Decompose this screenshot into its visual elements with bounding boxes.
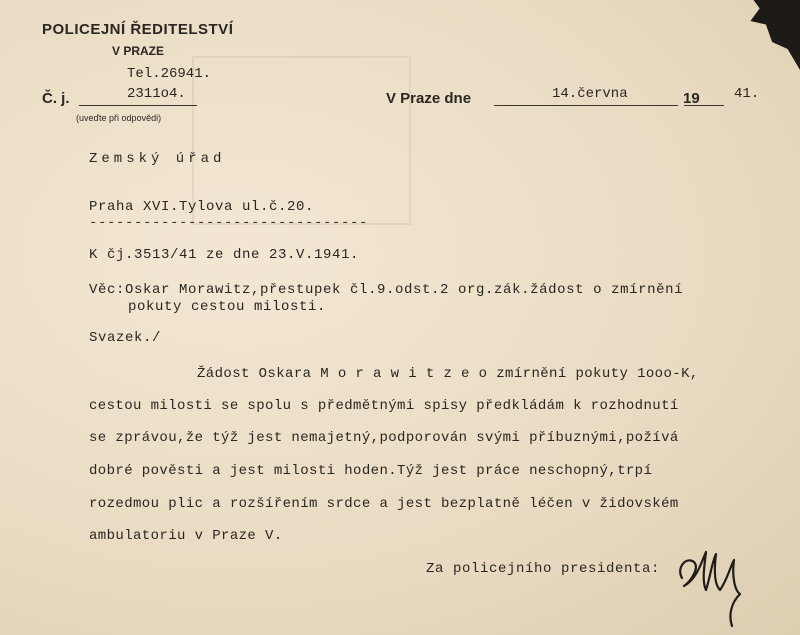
telephone: Tel.26941. (127, 66, 212, 82)
body-line: dobré pověsti a jest milosti hoden.Týž jest práce neschopný,trpí (89, 463, 653, 479)
body-line: se zprávou,že týž jest nemajetný,podporován svými příbuznými,požívá (89, 430, 679, 446)
address-separator: ------------------------------- (89, 215, 369, 231)
recipient-name: Zemský úřad (89, 151, 226, 167)
place-label: V Praze dne (386, 90, 472, 107)
reference-hint: (uveďte při odpovědi) (76, 113, 162, 123)
institution-name: POLICEJNÍ ŘEDITELSTVÍ (42, 21, 234, 38)
date-underline (494, 105, 678, 106)
body-line: Žádost Oskara M o r a w i t z e o zmírnění pokuty 1ooo-K, (197, 366, 699, 382)
handwritten-signature (672, 538, 752, 628)
year-prefix: 19 (683, 90, 700, 107)
body-line: cestou milosti se spolu s předmětnými spisy předkládám k rozhodnutí (89, 398, 679, 414)
subject-line-2: pokuty cestou milosti. (128, 299, 327, 315)
year-underline (684, 105, 724, 106)
reference-line: K čj.3513/41 ze dne 23.V.1941. (89, 247, 360, 263)
subject-line-1: Věc:Oskar Morawitz,přestupek čl.9.odst.2 org.zák.žádost o zmírnění (89, 282, 684, 298)
body-line: ambulatoriu v Praze V. (89, 528, 283, 544)
reference-underline (79, 105, 197, 106)
body-line: rozedmou plic a rozšířením srdce a jest bezplatně léčen v židovském (89, 496, 679, 512)
attachment-note: Svazek./ (89, 330, 162, 346)
torn-corner (738, 0, 800, 70)
year-suffix: 41. (734, 86, 760, 102)
closing-line: Za policejního presidenta: (426, 561, 661, 577)
date-value: 14.června (552, 86, 628, 102)
reference-number: 2311o4. (127, 86, 186, 102)
recipient-address: Praha XVI.Tylova ul.č.20. (89, 199, 315, 215)
reference-label: Č. j. (42, 90, 70, 107)
institution-city: V PRAZE (112, 44, 165, 58)
